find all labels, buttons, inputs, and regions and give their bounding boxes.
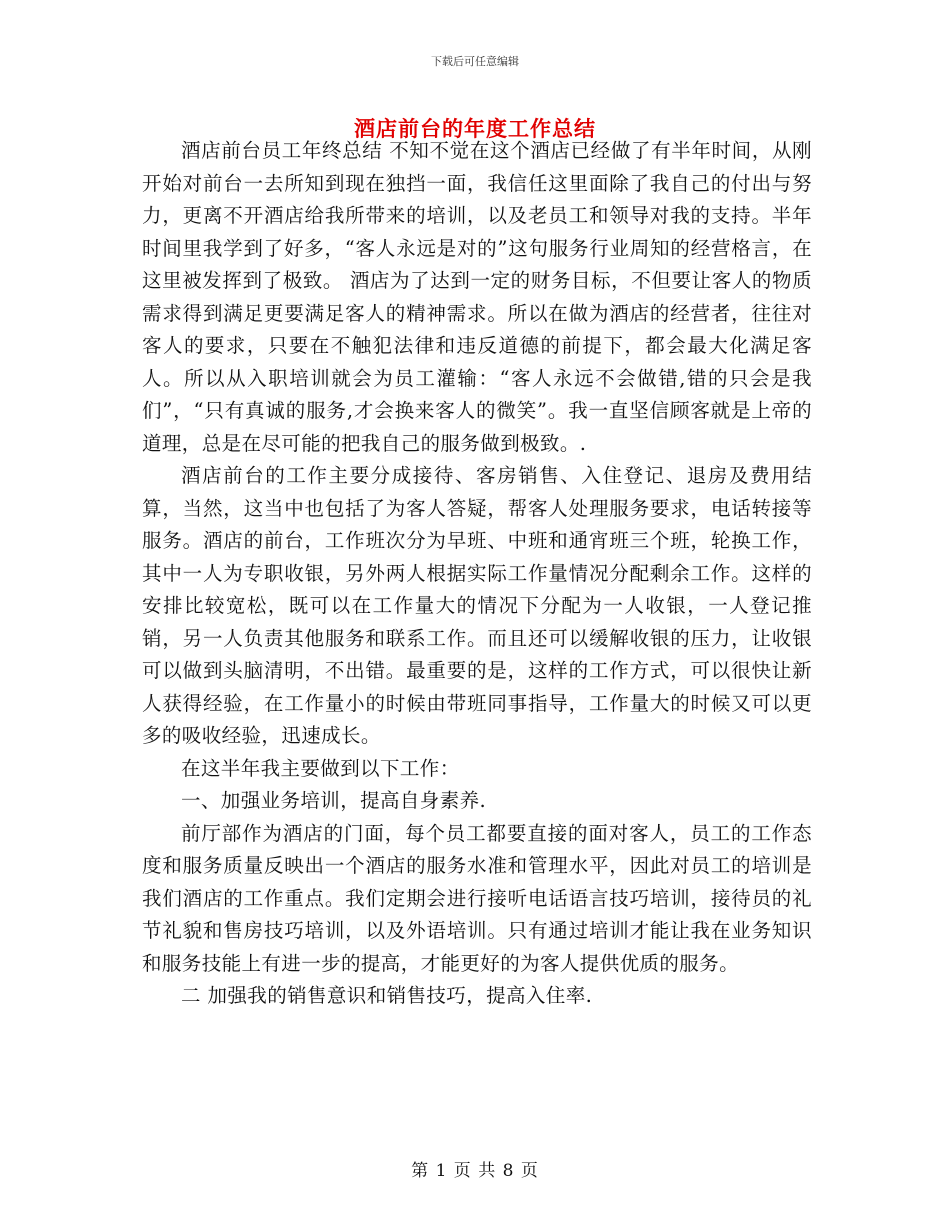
document-title: 酒店前台的年度工作总结 bbox=[354, 116, 596, 141]
paragraph: 酒店前台的工作主要分成接待、客房销售、入住登记、退房及费用结算，当然，这当中也包括了为客人答疑，帮客人处理服务要求，电话转接等服务。酒店的前台，工作班次分为早班、中班和通宵班三个班，轮换工作，其中一人为专职收银，另外两人根据实际工作量情况分配剩余工作。这样的安排比较宽松，既可以在工作量大的情况下分配为一人收银，一人登记推销，另一人负责其他服务和联系工作。而且还可以缓解收银的压力，让收银可以做到头脑清明，不出错。最重要的是，这样的工作方式，可以很快让新人获得经验，在工作量小的时候由带班同事指导，工作量大的时候又可以更多的吸收经验，迅速成长。 bbox=[142, 464, 812, 747]
document-body bbox=[142, 135, 812, 1013]
header-note: 下载后可任意编辑 bbox=[431, 55, 519, 68]
page-number: 第 1 页 共 8 页 bbox=[411, 1161, 539, 1181]
paragraph: 前厅部作为酒店的门面，每个员工都要直接的面对客人，员工的工作态度和服务质量反映出一个酒店的服务水准和管理水平，因此对员工的培训是我们酒店的工作重点。我们定期会进行接听电话语言技巧培训，接待员的礼节礼貌和售房技巧培训，以及外语培训。只有通过培训才能让我在业务知识和服务技能上有进一步的提高，才能更好的为客人提供优质的服务。 bbox=[142, 821, 812, 975]
paragraph: 酒店前台员工年终总结 不知不觉在这个酒店已经做了有半年时间，从刚开始对前台一去所知到现在独挡一面，我信任这里面除了我自己的付出与努力，更离不开酒店给我所带来的培训，以及老员工和领导对我的支持。半年时间里我学到了好多，“客人永远是对的”这句服务行业周知的经营格言，在这里被发挥到了极致。 酒店为了达到一定的财务目标，不但要让客人的物质需求得到满足更要满足客人的精神需求。所以在做为酒店的经营者，往往对客人的要求，只要在不触犯法律和违反道德的前提下，都会最大化满足客人。所以从入职培训就会为员工灌输：“客人永远不会做错,错的只会是我们”，“只有真诚的服务,才会换来客人的微笑”。我一直坚信顾客就是上帝的道理，总是在尽可能的把我自己的服务做到极致。. bbox=[142, 139, 812, 455]
section-heading: 一、加强业务培训，提高自身素养. bbox=[181, 789, 487, 812]
section-heading: 二 加强我的销售意识和销售技巧，提高入住率. bbox=[181, 984, 593, 1007]
paragraph: 在这半年我主要做到以下工作： bbox=[181, 756, 460, 780]
